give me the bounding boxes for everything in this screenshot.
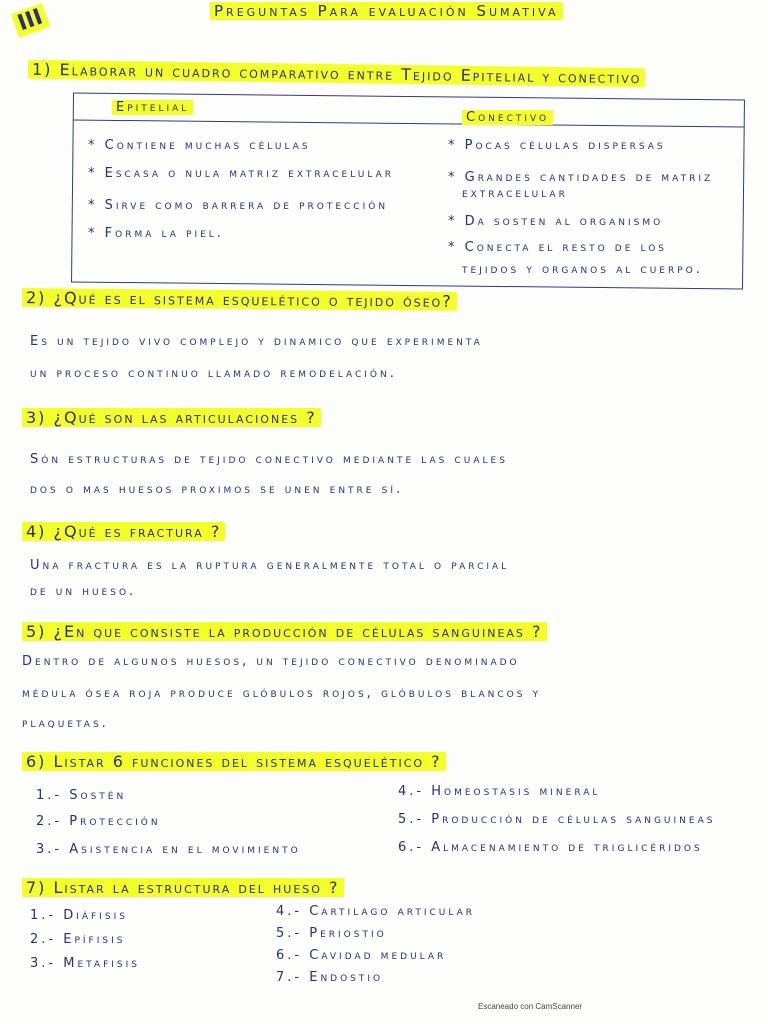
bone-structure-item: 5.- Periostio [276, 926, 387, 941]
answer-3-line: Són estructuras de tejido conectivo mediante las cuales [30, 452, 508, 467]
function-item: 6.- Almacenamiento de triglicéridos [398, 840, 703, 855]
question-7: 7) Listar la estructura del hueso ? [22, 878, 344, 897]
table-left-item: * Forma la piel. [88, 226, 224, 241]
bone-structure-item: 1.- Diáfisis [30, 908, 128, 923]
answer-2-line: Es un tejido vivo complejo y dinamico que experimenta [30, 334, 483, 349]
scanner-watermark: Escaneado con CamScanner [478, 1002, 583, 1011]
function-item: 2.- Protección [36, 814, 161, 829]
question-3: 3) ¿Qué son las articulaciones ? [22, 408, 321, 427]
section-roman-numeral: III [11, 3, 50, 38]
table-header-conectivo: Conectivo [462, 110, 553, 125]
bone-structure-item: 3.- Metafisis [30, 956, 140, 971]
answer-5-line: Dentro de algunos huesos, un tejido conectivo denominado [22, 654, 520, 669]
question-5: 5) ¿En que consiste la producción de células sanguineas ? [22, 622, 547, 641]
question-4: 4) ¿Qué es fractura ? [22, 522, 225, 541]
table-right-item: * Grandes cantidades de matriz [448, 170, 714, 185]
table-right-item: tejidos y organos al cuerpo. [462, 262, 703, 277]
function-item: 4.- Homeostasis mineral [398, 784, 601, 799]
table-header-divider [74, 119, 744, 127]
answer-4-line: Una fractura es la ruptura generalmente total o parcial [30, 558, 510, 573]
function-item: 5.- Producción de células sanguineas [398, 812, 716, 827]
table-left-item: * Escasa o nula matriz extracelular [88, 166, 394, 181]
bone-structure-item: 6.- Cavidad medular [276, 948, 447, 963]
function-item: 3.- Asistencia en el movimiento [36, 842, 301, 857]
function-item: 1.- Sostén [36, 788, 127, 803]
bone-structure-item: 2.- Epífisis [30, 932, 126, 947]
table-left-item: * Contiene muchas células [88, 138, 311, 153]
table-header-epitelial: Epitelial [112, 100, 193, 115]
table-right-item: * Da sosten al organismo [448, 214, 664, 229]
comparison-table [71, 92, 745, 289]
page-title: Preguntas Para evaluación Sumativa [210, 2, 563, 20]
question-2: 2) ¿Qué es el sistema esquelético o tejido óseo? [22, 288, 457, 311]
answer-5-line: plaquetas. [22, 716, 109, 731]
question-6: 6) Listar 6 funciones del sistema esquelético ? [22, 752, 446, 771]
table-right-item: extracelular [462, 186, 568, 201]
answer-3-line: dos o mas huesos proximos se unen entre sí. [30, 482, 404, 497]
answer-2-line: un proceso continuo llamado remodelación. [30, 366, 397, 381]
bone-structure-item: 7.- Endostio [276, 970, 384, 985]
question-1: 1) Elaborar un cuadro comparativo entre Tejido Epitelial y conectivo [28, 60, 646, 88]
answer-5-line: médula ósea roja produce glóbulos rojos, glóbulos blancos y [22, 686, 542, 701]
answer-4-line: de un hueso. [30, 584, 137, 599]
table-right-item: * Pocas células dispersas [448, 138, 666, 153]
bone-structure-item: 4.- Cartilago articular [276, 904, 476, 919]
table-left-item: * Sirve como barrera de protección [88, 198, 389, 213]
table-right-item: * Conecta el resto de los [448, 240, 668, 255]
